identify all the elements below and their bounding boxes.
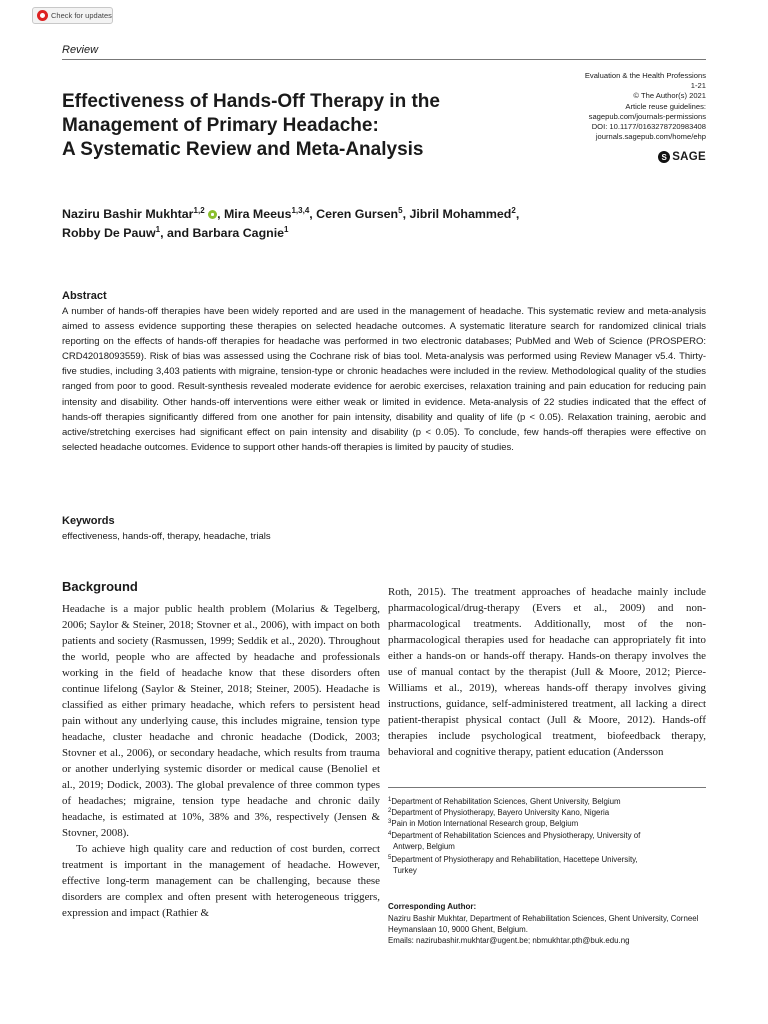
sage-logo <box>658 151 706 163</box>
sage-icon: S <box>658 151 670 163</box>
permissions-link[interactable]: sagepub.com/journals-permissions <box>588 111 706 121</box>
author-list: Naziru Bashir Mukhtar$^{1,2}$ , Mira Meeus$^{1,3,4}$, Ceren Gursen$^5$, Jibril Mohammed$^2$, Robby De Pauw$^1$, and Barbara Cagnie$^1$ <box>62 206 520 240</box>
body-column-right <box>388 584 706 760</box>
crossmark-icon <box>37 10 48 21</box>
publisher-name: SAGE <box>672 151 706 163</box>
abstract-text: A number of hands-off therapies have been widely reported and are used in the management of headache. This systematic review and meta-analysis aimed to assess evidence supporting these therapies on selected headache outcomes. A systematic literature search for randomized clinical trials reporting on the effects of hands-off therapies for headache was performed in two electronic databases; PubMed and Web of Science (PROSPERO: CRD42018093559). Risk of bias was assessed using the Cochrane risk of bias tool. Meta-analysis was performed using Review Manager v5.4. Thirty-five studies, including 3,403 patients with migraine, tension-type or chronic headaches were included in the review. Methodological quality of the studies ranged from poor to good. Result-synthesis revealed moderate evidence for aerobic exercises, relaxation training and pain education for reducing pain intensity and disability. Other hands-off interventions were either weak or limited in evidence. Meta-analysis of 22 studies indicated that the effect of hands-off therapies significantly differed from one another for pain intensity, disability and quality of life (p < 0.05). Relaxation training, aerobic and active/stretching exercises had significant effect on pain intensity and disability (p < 0.05). To conclude, few hands-off therapies were effective on selected headache outcomes. Evidence to support other hands-off therapies is limited by paucity of studies. <box>62 306 706 453</box>
affiliation-item: $^3$Pain in Motion International Research group, Belgium <box>388 819 579 829</box>
author-name[interactable]: Mira Meeus <box>223 207 292 221</box>
check-for-updates-badge[interactable] <box>32 7 113 24</box>
page-range: 1-21 <box>690 81 706 91</box>
journal-meta <box>520 71 706 142</box>
title-line: Management of Primary Headache: <box>62 115 379 136</box>
journal-name: Evaluation & the Health Professions <box>584 71 706 80</box>
footnote-rule <box>388 787 706 788</box>
affiliation-item: $^2$Department of Physiotherapy, Bayero University Kano, Nigeria <box>388 808 610 818</box>
corresponding-author-heading: Corresponding Author: <box>388 902 477 911</box>
keywords-heading: Keywords <box>62 515 115 527</box>
author-affiliation-ref: 5 <box>398 206 403 215</box>
check-for-updates-label: Check for updates <box>51 11 112 20</box>
affiliation-item: $^5$Department of Physiotherapy and Rehabilitation, Hacettepe University, Turkey <box>388 855 638 876</box>
author-affiliation-ref: 1,2 <box>193 206 205 215</box>
copyright: © The Author(s) 2021 <box>633 91 706 101</box>
body-column-left <box>62 579 380 921</box>
corresponding-address: Naziru Bashir Mukhtar, Department of Rehabilitation Sciences, Ghent University, Corneel Heymanslaan 10, 9000 Ghent, Belgium. <box>388 914 699 935</box>
doi[interactable]: DOI: 10.1177/0163278720983408 <box>591 122 706 132</box>
article-title <box>62 90 532 162</box>
author-name[interactable]: Ceren Gursen <box>316 207 399 221</box>
abstract-heading: Abstract <box>62 290 107 302</box>
keywords-text: effectiveness, hands-off, therapy, headache, trials <box>62 531 271 542</box>
corresponding-author <box>388 913 706 947</box>
author-name[interactable]: Naziru Bashir Mukhtar <box>62 207 194 221</box>
journal-homepage-link[interactable]: journals.sagepub.com/home/ehp <box>595 132 706 142</box>
author-affiliation-ref: 1 <box>155 225 161 234</box>
affiliations <box>388 796 706 876</box>
affiliation-item: $^4$Department of Rehabilitation Sciences and Physiotherapy, University of Antwerp, Belgium <box>388 830 641 851</box>
author-affiliation-ref: 1,3,4 <box>291 206 310 215</box>
title-line: Effectiveness of Hands-Off Therapy in the <box>62 91 440 112</box>
author-affiliation-ref: 2 <box>511 206 516 215</box>
author-affiliation-ref: 1 <box>284 225 289 234</box>
title-line: A Systematic Review and Meta-Analysis <box>62 139 424 160</box>
author-name[interactable]: Jibril Mohammed <box>409 207 512 221</box>
header-rule <box>62 59 706 60</box>
orcid-icon[interactable] <box>208 210 217 219</box>
background-heading: Background <box>62 579 138 594</box>
body-paragraph: To achieve high quality care and reduction of cost burden, correct treatment is important in the management of headache. However, effective long-term management can be challenging, because these disorders are complex and often present with heterogeneous triggers, expression and impact (Rathier & <box>62 843 380 919</box>
affiliation-item: $^1$Department of Rehabilitation Sciences, Ghent University, Belgium <box>388 797 621 806</box>
corresponding-emails[interactable]: Emails: nazirubashir.mukhtar@ugent.be; nbmukhtar.pth@buk.edu.ng <box>388 936 630 946</box>
author-name[interactable]: Robby De Pauw <box>62 226 156 240</box>
body-paragraph: Roth, 2015). The treatment approaches of headache mainly include pharmacological/drug-therapy (Evers et al., 2009) and non-pharmacological treatments. Additionally, most of the non-pharmacological therapies used for headache can appropriately fit into either a hands-on or hands-off therapy. Hands-on therapy involves the use of manual contact by the therapist (Jull & Moore, 2012; Pierce-Williams et al., 2019), whereas hands-off therapy involves giving instructions, guidance, self-administered treatment, all lacking a direct patient-therapist physical contact (Jull & Moore, 2012). Hands-off therapies include psychological treatment, biofeedback therapy, behavioral and cognitive therapy, patient education (Andersson <box>388 586 706 758</box>
reuse-label: Article reuse guidelines: <box>625 101 706 111</box>
body-paragraph: Headache is a major public health problem (Molarius & Tegelberg, 2006; Saylor & Steiner, 2018; Stovner et al., 2006), with impact on both patients and society (Rasmussen, 1999; Seddik et al., 2020). Throughout the world, people who are affected by headache and professionals working in the field of headache know that these disorders often continue lifelong (Saylor & Steiner, 2018; Steiner, 2005). Headache is classified as either primary headache, which refers to persistent head pain without any underlying cause, this includes migraine, tension type headache, cluster headache and chronic headache (Dodick, 2003; Stovner et al., 2006), or secondary headache, which results from trauma or another underlying systemic disorder or medical cause (Benoliel et al., 2019; Dodick, 2003). The global prevalence of three common types of headaches; migraine, tension type headache and chronic daily headache, is estimated at 10%, 38% and 3%, respectively (Jensen & Stovner, 2008). <box>62 603 380 839</box>
author-name[interactable]: Barbara Cagnie <box>192 226 285 240</box>
article-type-label: Review <box>62 44 99 56</box>
